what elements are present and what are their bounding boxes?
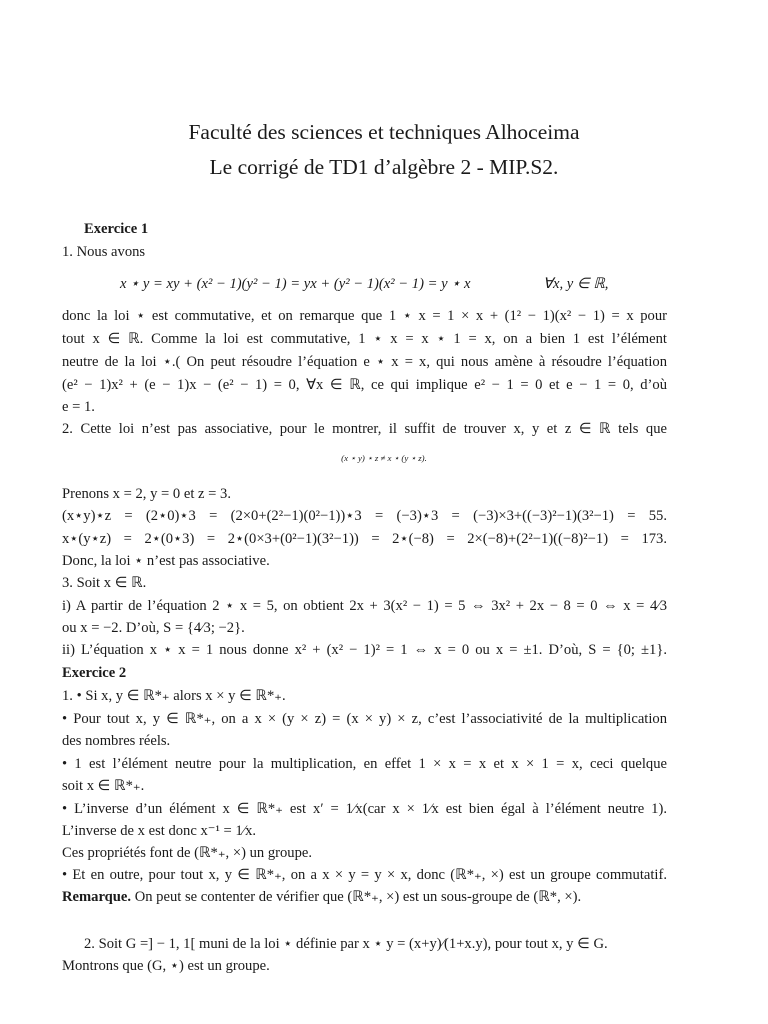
ex1-equation-non-associative: (x ⋆ y) ⋆ z ≠ x ⋆ (y ⋆ z). [341,453,427,463]
ex1-line-6: e = 1. [62,399,95,415]
ex2-remark [62,888,581,906]
ex2-line-9: • Et en outre, pour tout x, y ∈ ℝ*₊, on a x × y = y × x, donc (ℝ*₊, ×) est un groupe commutatif. [62,867,667,883]
remark-label: Remarque. [62,889,132,905]
remark-text: On peut se contenter de vérifier que (ℝ*₊, ×) est un sous-groupe de (ℝ*, ×). [131,889,582,905]
document-title-line-2: Le corrigé de TD1 d’algèbre 2 - MIP.S2. [209,155,559,179]
ex2-line-4: • 1 est l’élément neutre pour la multiplication, en effet 1 × x = x et x × 1 = x, ceci quelque [62,756,667,772]
exercise-1-heading: Exercice 1 [84,221,149,237]
ex1-line-2: donc la loi ⋆ est commutative, et on remarque que 1 ⋆ x = 1 × x + (1² − 1)(x² − 1) = x pour [62,308,667,324]
ex2-line-3: des nombres réels. [62,733,171,749]
ex1-line-10: x⋆(y⋆z) = 2⋆(0⋆3) = 2⋆(0×3+(0²−1)(3²−1)) = 2⋆(−8) = 2×(−8)+(2²−1)((−8)²−1) = 173. [62,531,667,547]
ex1-line-5: (e² − 1)x² + (e − 1)x − (e² − 1) = 0, ∀x ∈ ℝ, ce qui implique e² − 1 = 0 et e − 1 = 0, d’où [62,377,667,393]
ex2-line-7: L’inverse de x est donc x⁻¹ = 1⁄x. [62,823,257,839]
exercise-2-heading: Exercice 2 [62,665,127,681]
ex1-line-4: neutre de la loi ⋆.( On peut résoudre l’équation e ⋆ x = x, qui nous amène à résoudre l’équation [62,354,667,370]
ex1-line-7: 2. Cette loi n’est pas associative, pour le montrer, il suffit de trouver x, y et z ∈ ℝ tels que [62,421,667,437]
ex1-line-8: Prenons x = 2, y = 0 et z = 3. [62,486,231,502]
ex1-equation-quantifier: ∀x, y ∈ ℝ, [543,276,609,292]
ex2-line-10: 2. Soit G =] − 1, 1[ muni de la loi ⋆ définie par x ⋆ y = (x+y)⁄(1+x.y), pour tout x, y ∈ G. [84,936,608,952]
ex1-line-12: 3. Soit x ∈ ℝ. [62,575,147,591]
ex1-equation-commutativity: x ⋆ y = xy + (x² − 1)(y² − 1) = yx + (y² − 1)(x² − 1) = y ⋆ x [120,276,471,292]
ex1-line-11: Donc, la loi ⋆ n’est pas associative. [62,553,270,569]
ex1-line-9: (x⋆y)⋆z = (2⋆0)⋆3 = (2×0+(2²−1)(0²−1))⋆3 = (−3)⋆3 = (−3)×3+((−3)²−1)(3²−1) = 55. [62,508,667,524]
ex2-line-5: soit x ∈ ℝ*₊. [62,778,145,794]
ex1-line-14: ou x = −2. D’où, S = {4⁄3; −2}. [62,620,245,636]
ex2-line-8: Ces propriétés font de (ℝ*₊, ×) un groupe. [62,845,312,861]
ex1-line-13: i) A partir de l’équation 2 ⋆ x = 5, on obtient 2x + 3(x² − 1) = 5 ⇔ 3x² + 2x − 8 = 0 ⇔ x = 4⁄3 [62,598,667,614]
ex1-line-1: 1. Nous avons [62,244,146,260]
ex1-line-3: tout x ∈ ℝ. Comme la loi est commutative, 1 ⋆ x = x ⋆ 1 = x, on a bien 1 est l’élément [62,331,667,347]
ex2-line-11: Montrons que (G, ⋆) est un groupe. [62,958,270,974]
ex2-line-6: • L’inverse d’un élément x ∈ ℝ*₊ est x′ = 1⁄x(car x × 1⁄x est bien égal à l’élément neutre 1). [62,801,667,817]
ex1-line-15: ii) L’équation x ⋆ x = 1 nous donne x² + (x² − 1)² = 1 ⇔ x = 0 ou x = ±1. D’où, S = {0; ±1}. [62,642,667,658]
document-title-line-1: Faculté des sciences et techniques Alhoceima [188,120,580,144]
ex2-line-2: • Pour tout x, y ∈ ℝ*₊, on a x × (y × z) = (x × y) × z, c’est l’associativité de la multiplication [62,711,667,727]
ex2-line-1: 1. • Si x, y ∈ ℝ*₊ alors x × y ∈ ℝ*₊. [62,688,286,704]
